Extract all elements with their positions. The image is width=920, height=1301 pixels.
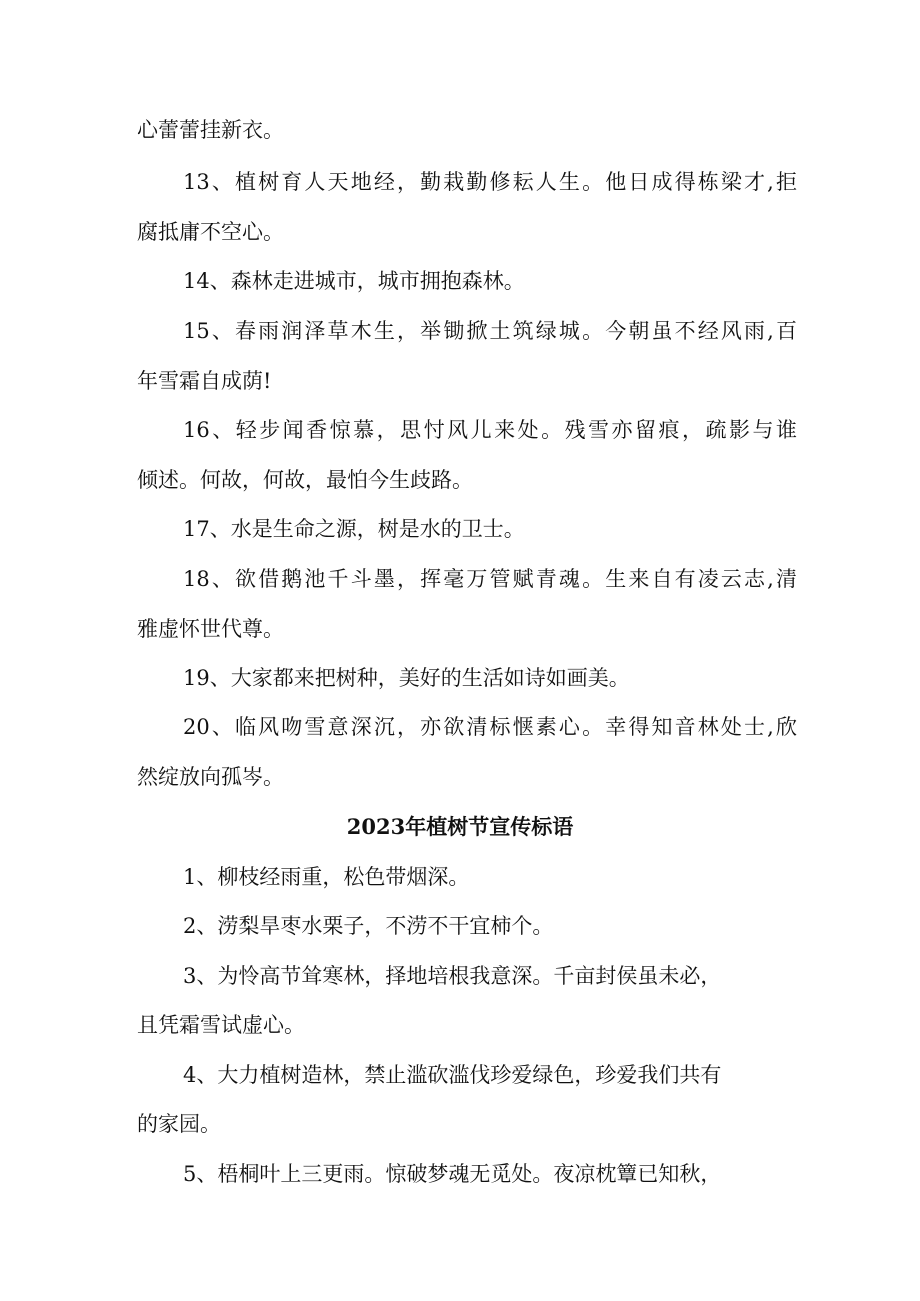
slogan-2: 2、涝梨旱枣水栗子，不涝不干宜柿个。	[183, 914, 554, 938]
section-title: 2023年植树节宣传标语	[346, 814, 574, 839]
continued-line: 心蕾蕾挂新衣。	[137, 118, 284, 142]
item-18-line-1: 18、欲借鹅池千斗墨，挥毫万管赋青魂。生来自有凌云志,清	[183, 567, 797, 591]
item-16-line-2: 倾述。何故，何故，最怕今生歧路。	[137, 468, 473, 492]
item-13-line-2: 腐抵庸不空心。	[137, 220, 284, 244]
slogan-5-line-1: 5、梧桐叶上三更雨。惊破梦魂无觅处。夜凉枕簟已知秋，	[183, 1162, 722, 1186]
item-16-line-1: 16、轻步闻香惊慕，思忖风儿来处。残雪亦留痕，疏影与谁	[183, 418, 797, 442]
item-19: 19、大家都来把树种，美好的生活如诗如画美。	[183, 666, 630, 690]
item-20-line-2: 然绽放向孤岑。	[137, 765, 284, 789]
item-17: 17、水是生命之源，树是水的卫士。	[183, 517, 525, 541]
item-20-line-1: 20、临风吻雪意深沉，亦欲清标惬素心。幸得知音林处士,欣	[183, 715, 797, 739]
item-18-line-2: 雅虚怀世代尊。	[137, 617, 284, 641]
slogan-4-line-2: 的家园。	[137, 1112, 221, 1136]
item-15-line-2: 年雪霜自成荫!	[137, 369, 272, 393]
item-13-line-1: 13、植树育人天地经，勤栽勤修耘人生。他日成得栋梁才,拒	[183, 170, 797, 194]
item-14: 14、森林走进城市，城市拥抱森林。	[183, 269, 525, 293]
slogan-1: 1、柳枝经雨重，松色带烟深。	[183, 865, 470, 889]
slogan-3-line-1: 3、为怜高节耸寒林，择地培根我意深。千亩封侯虽未必，	[183, 964, 722, 988]
slogan-3-line-2: 且凭霜雪试虚心。	[137, 1013, 305, 1037]
item-15-line-1: 15、春雨润泽草木生，举锄掀土筑绿城。今朝虽不经风雨,百	[183, 319, 797, 343]
slogan-4-line-1: 4、大力植树造林，禁止滥砍滥伐珍爱绿色，珍爱我们共有	[183, 1063, 722, 1087]
